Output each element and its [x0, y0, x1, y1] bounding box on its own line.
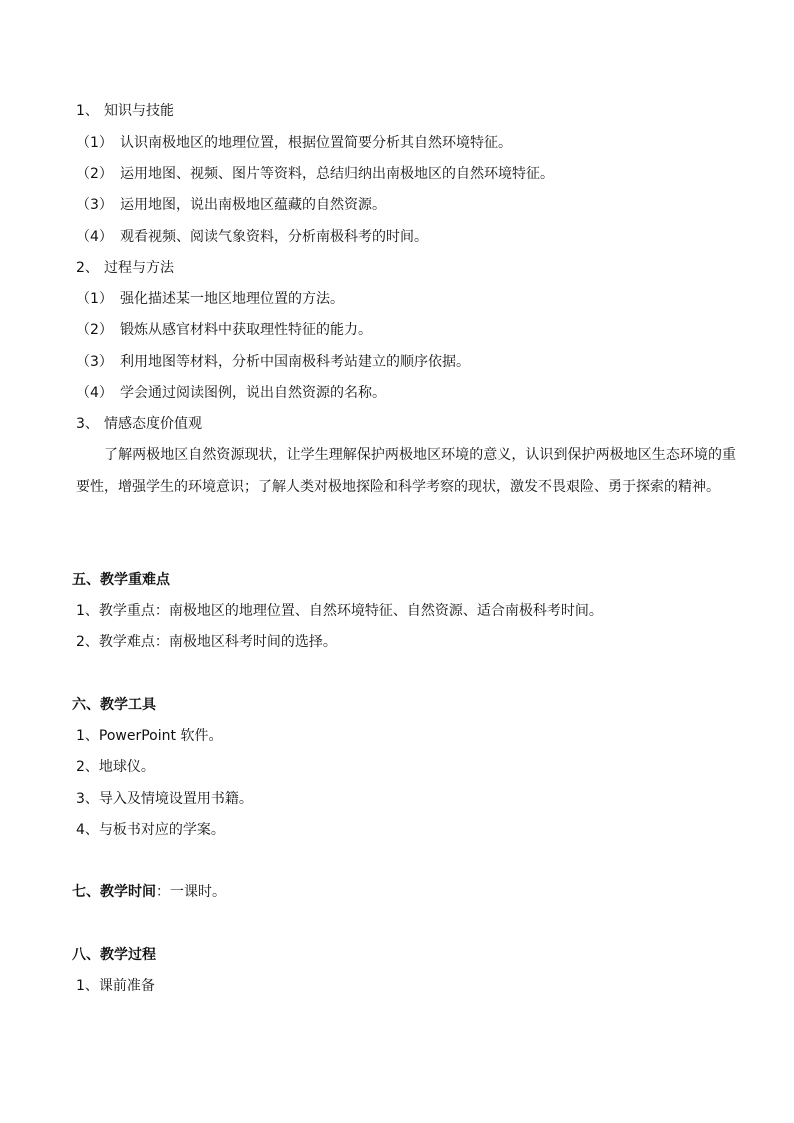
list-item	[76, 352, 470, 372]
item-number: （4）	[76, 229, 113, 245]
section-title-process	[76, 258, 174, 278]
section-title-values	[76, 414, 202, 434]
list-item: 2、地球仪。	[76, 759, 155, 775]
item-number: （3）	[76, 197, 113, 213]
item-text: 强化描述某一地区地理位置的方法。	[120, 291, 344, 307]
list-item	[76, 227, 428, 247]
teaching-time-value: ：一课时。	[156, 884, 226, 900]
item-number: （2）	[76, 322, 113, 338]
item-number: （1）	[76, 135, 113, 151]
section-title-knowledge	[76, 101, 174, 121]
list-item: 1、课前准备	[76, 978, 155, 994]
item-text: 认识南极地区的地理位置，根据位置简要分析其自然环境特征。	[120, 135, 512, 151]
section-number: 2、	[76, 260, 99, 276]
list-item	[76, 133, 512, 153]
list-item	[76, 289, 344, 309]
item-number: （4）	[76, 385, 113, 401]
heading-key-points: 五、教学重难点	[72, 572, 170, 588]
section-title-text: 知识与技能	[104, 103, 174, 119]
section-number: 1、	[76, 103, 99, 119]
list-item	[76, 320, 372, 340]
section-title-text: 过程与方法	[104, 260, 174, 276]
item-text: 观看视频、阅读气象资料，分析南极科考的时间。	[120, 229, 428, 245]
item-text: 运用地图，说出南极地区蕴藏的自然资源。	[120, 197, 386, 213]
heading-teaching-tools: 六、教学工具	[72, 697, 156, 713]
section-number: 3、	[76, 416, 99, 432]
values-paragraph	[76, 440, 736, 503]
item-text: 利用地图等材料，分析中国南极科考站建立的顺序依据。	[120, 354, 470, 370]
item-number: （2）	[76, 166, 113, 182]
item-text: 学会通过阅读图例，说出自然资源的名称。	[120, 385, 386, 401]
heading-teaching-process: 八、教学过程	[72, 947, 156, 963]
list-item: 2、教学难点：南极地区科考时间的选择。	[76, 634, 337, 650]
item-number: （1）	[76, 291, 113, 307]
item-number: （3）	[76, 354, 113, 370]
list-item: 3、导入及情境设置用书籍。	[76, 791, 253, 807]
item-text: 运用地图、视频、图片等资料，总结归纳出南极地区的自然环境特征。	[120, 166, 554, 182]
list-item	[76, 195, 386, 215]
list-item	[76, 164, 554, 184]
list-item: 1、PowerPoint 软件。	[76, 728, 223, 744]
list-item: 4、与板书对应的学案。	[76, 822, 225, 838]
list-item: 1、教学重点：南极地区的地理位置、自然环境特征、自然资源、适合南极科考时间。	[76, 603, 603, 619]
section-title-text: 情感态度价值观	[104, 416, 202, 432]
list-item	[76, 383, 386, 403]
paragraph-text: 了解两极地区自然资源现状，让学生理解保护两极地区环境的意义，认识到保护两极地区生态环境的重要性，增强学生的环境意识；了解人类对极地探险和科学考察的现状，激发不畏艰险、勇于探索的精神。	[76, 447, 736, 495]
item-text: 锻炼从感官材料中获取理性特征的能力。	[120, 322, 372, 338]
teaching-time-line	[72, 882, 226, 902]
heading-teaching-time: 七、教学时间	[72, 884, 156, 900]
